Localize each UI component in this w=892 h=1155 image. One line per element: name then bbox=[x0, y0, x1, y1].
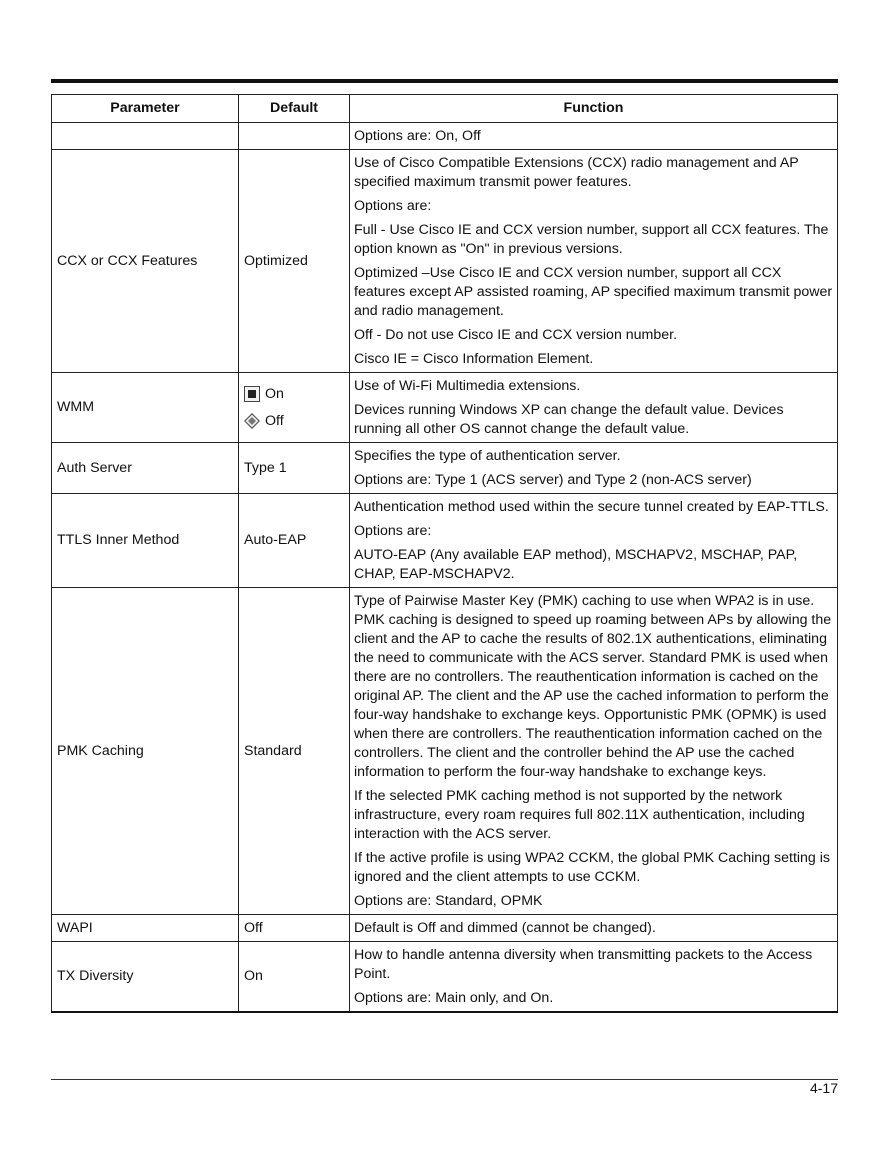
parameter-cell bbox=[52, 123, 239, 150]
function-text: AUTO-EAP (Any available EAP method), MSCHAPV2, MSCHAP, PAP, CHAP, EAP-MSCHAPV2. bbox=[354, 547, 798, 582]
default-cell bbox=[239, 373, 350, 443]
table-row bbox=[52, 150, 838, 373]
function-cell bbox=[350, 588, 838, 915]
function-cell bbox=[350, 915, 838, 942]
function-cell bbox=[350, 443, 838, 494]
function-cell bbox=[350, 150, 838, 373]
function-cell bbox=[350, 942, 838, 1013]
function-cell bbox=[350, 123, 838, 150]
header-rule bbox=[51, 79, 838, 83]
parameter-cell: CCX or CCX Features bbox=[52, 150, 239, 373]
page-number: 4-17 bbox=[809, 1080, 838, 1096]
table-row bbox=[52, 494, 838, 588]
function-text: Devices running Windows XP can change the default value. Devices running all other OS cannot change the default value. bbox=[354, 402, 784, 437]
function-text: Default is Off and dimmed (cannot be changed). bbox=[354, 920, 656, 936]
function-text: Use of Wi-Fi Multimedia extensions. bbox=[354, 378, 581, 394]
wmm-off-label: Off bbox=[265, 412, 284, 429]
wmm-off-option bbox=[244, 408, 344, 435]
function-text: Off - Do not use Cisco IE and CCX version number. bbox=[354, 327, 678, 343]
header-function: Function bbox=[350, 95, 838, 123]
parameter-cell: WMM bbox=[52, 373, 239, 443]
parameter-cell: PMK Caching bbox=[52, 588, 239, 915]
default-cell bbox=[239, 123, 350, 150]
function-text: Type of Pairwise Master Key (PMK) caching to use when WPA2 is in use. PMK caching is designed to speed up roaming between APs by allowing the client and the AP to cache the results of 802.1X authentications, eliminating the need to communicate with the ACS server. Standard PMK is used when there are no controllers. The reauthentication information is cached on the original AP. The client and the AP use the cached information to perform the four-way handshake to exchange keys. Opportunistic PMK (OPMK) is used when there are controllers. The reauthentication information cached on the controllers. The client and the controller behind the AP use the cached information to perform the four-way handshake to exchange keys. bbox=[354, 593, 832, 780]
header-default: Default bbox=[239, 95, 350, 123]
function-text: Options are: Main only, and On. bbox=[354, 990, 554, 1006]
parameter-cell: WAPI bbox=[52, 915, 239, 942]
function-text: Use of Cisco Compatible Extensions (CCX) radio management and AP specified maximum transmit power features. bbox=[354, 155, 799, 190]
default-cell: On bbox=[239, 942, 350, 1013]
function-text: Options are: Type 1 (ACS server) and Type 2 (non-ACS server) bbox=[354, 472, 752, 488]
parameter-table bbox=[51, 94, 838, 1013]
default-cell: Type 1 bbox=[239, 443, 350, 494]
diamond-icon bbox=[244, 413, 260, 429]
default-cell: Auto-EAP bbox=[239, 494, 350, 588]
function-text: Authentication method used within the secure tunnel created by EAP-TTLS. bbox=[354, 499, 829, 515]
wmm-on-option bbox=[244, 381, 344, 408]
checked-square-icon bbox=[244, 386, 260, 402]
table-row bbox=[52, 123, 838, 150]
wmm-on-label: On bbox=[265, 385, 284, 402]
function-cell bbox=[350, 494, 838, 588]
table-row bbox=[52, 588, 838, 915]
function-text: Options are: Standard, OPMK bbox=[354, 893, 543, 909]
function-text: Options are: bbox=[354, 523, 432, 539]
table-row bbox=[52, 373, 838, 443]
function-text: Specifies the type of authentication server. bbox=[354, 448, 621, 464]
function-text: Options are: On, Off bbox=[354, 128, 481, 144]
footer-rule bbox=[51, 1079, 838, 1080]
default-cell: Optimized bbox=[239, 150, 350, 373]
function-cell bbox=[350, 373, 838, 443]
table-header-row bbox=[52, 95, 838, 123]
parameter-cell: Auth Server bbox=[52, 443, 239, 494]
function-text: How to handle antenna diversity when transmitting packets to the Access Point. bbox=[354, 947, 813, 982]
table-row bbox=[52, 443, 838, 494]
function-text: Cisco IE = Cisco Information Element. bbox=[354, 351, 594, 367]
default-cell: Off bbox=[239, 915, 350, 942]
function-text: Full - Use Cisco IE and CCX version number, support all CCX features. The option known as "On" in previous versions. bbox=[354, 222, 829, 257]
table-row bbox=[52, 942, 838, 1013]
header-parameter: Parameter bbox=[52, 95, 239, 123]
table-row bbox=[52, 915, 838, 942]
function-text: If the selected PMK caching method is not supported by the network infrastructure, every roam requires full 802.11X authentication, including interaction with the ACS server. bbox=[354, 788, 805, 842]
parameter-cell: TX Diversity bbox=[52, 942, 239, 1013]
function-text: Optimized –Use Cisco IE and CCX version number, support all CCX features except AP assisted roaming, AP specified maximum transmit power and radio management. bbox=[354, 265, 833, 319]
default-cell: Standard bbox=[239, 588, 350, 915]
parameter-cell: TTLS Inner Method bbox=[52, 494, 239, 588]
function-text: If the active profile is using WPA2 CCKM, the global PMK Caching setting is ignored and the client attempts to use CCKM. bbox=[354, 850, 831, 885]
function-text: Options are: bbox=[354, 198, 432, 214]
